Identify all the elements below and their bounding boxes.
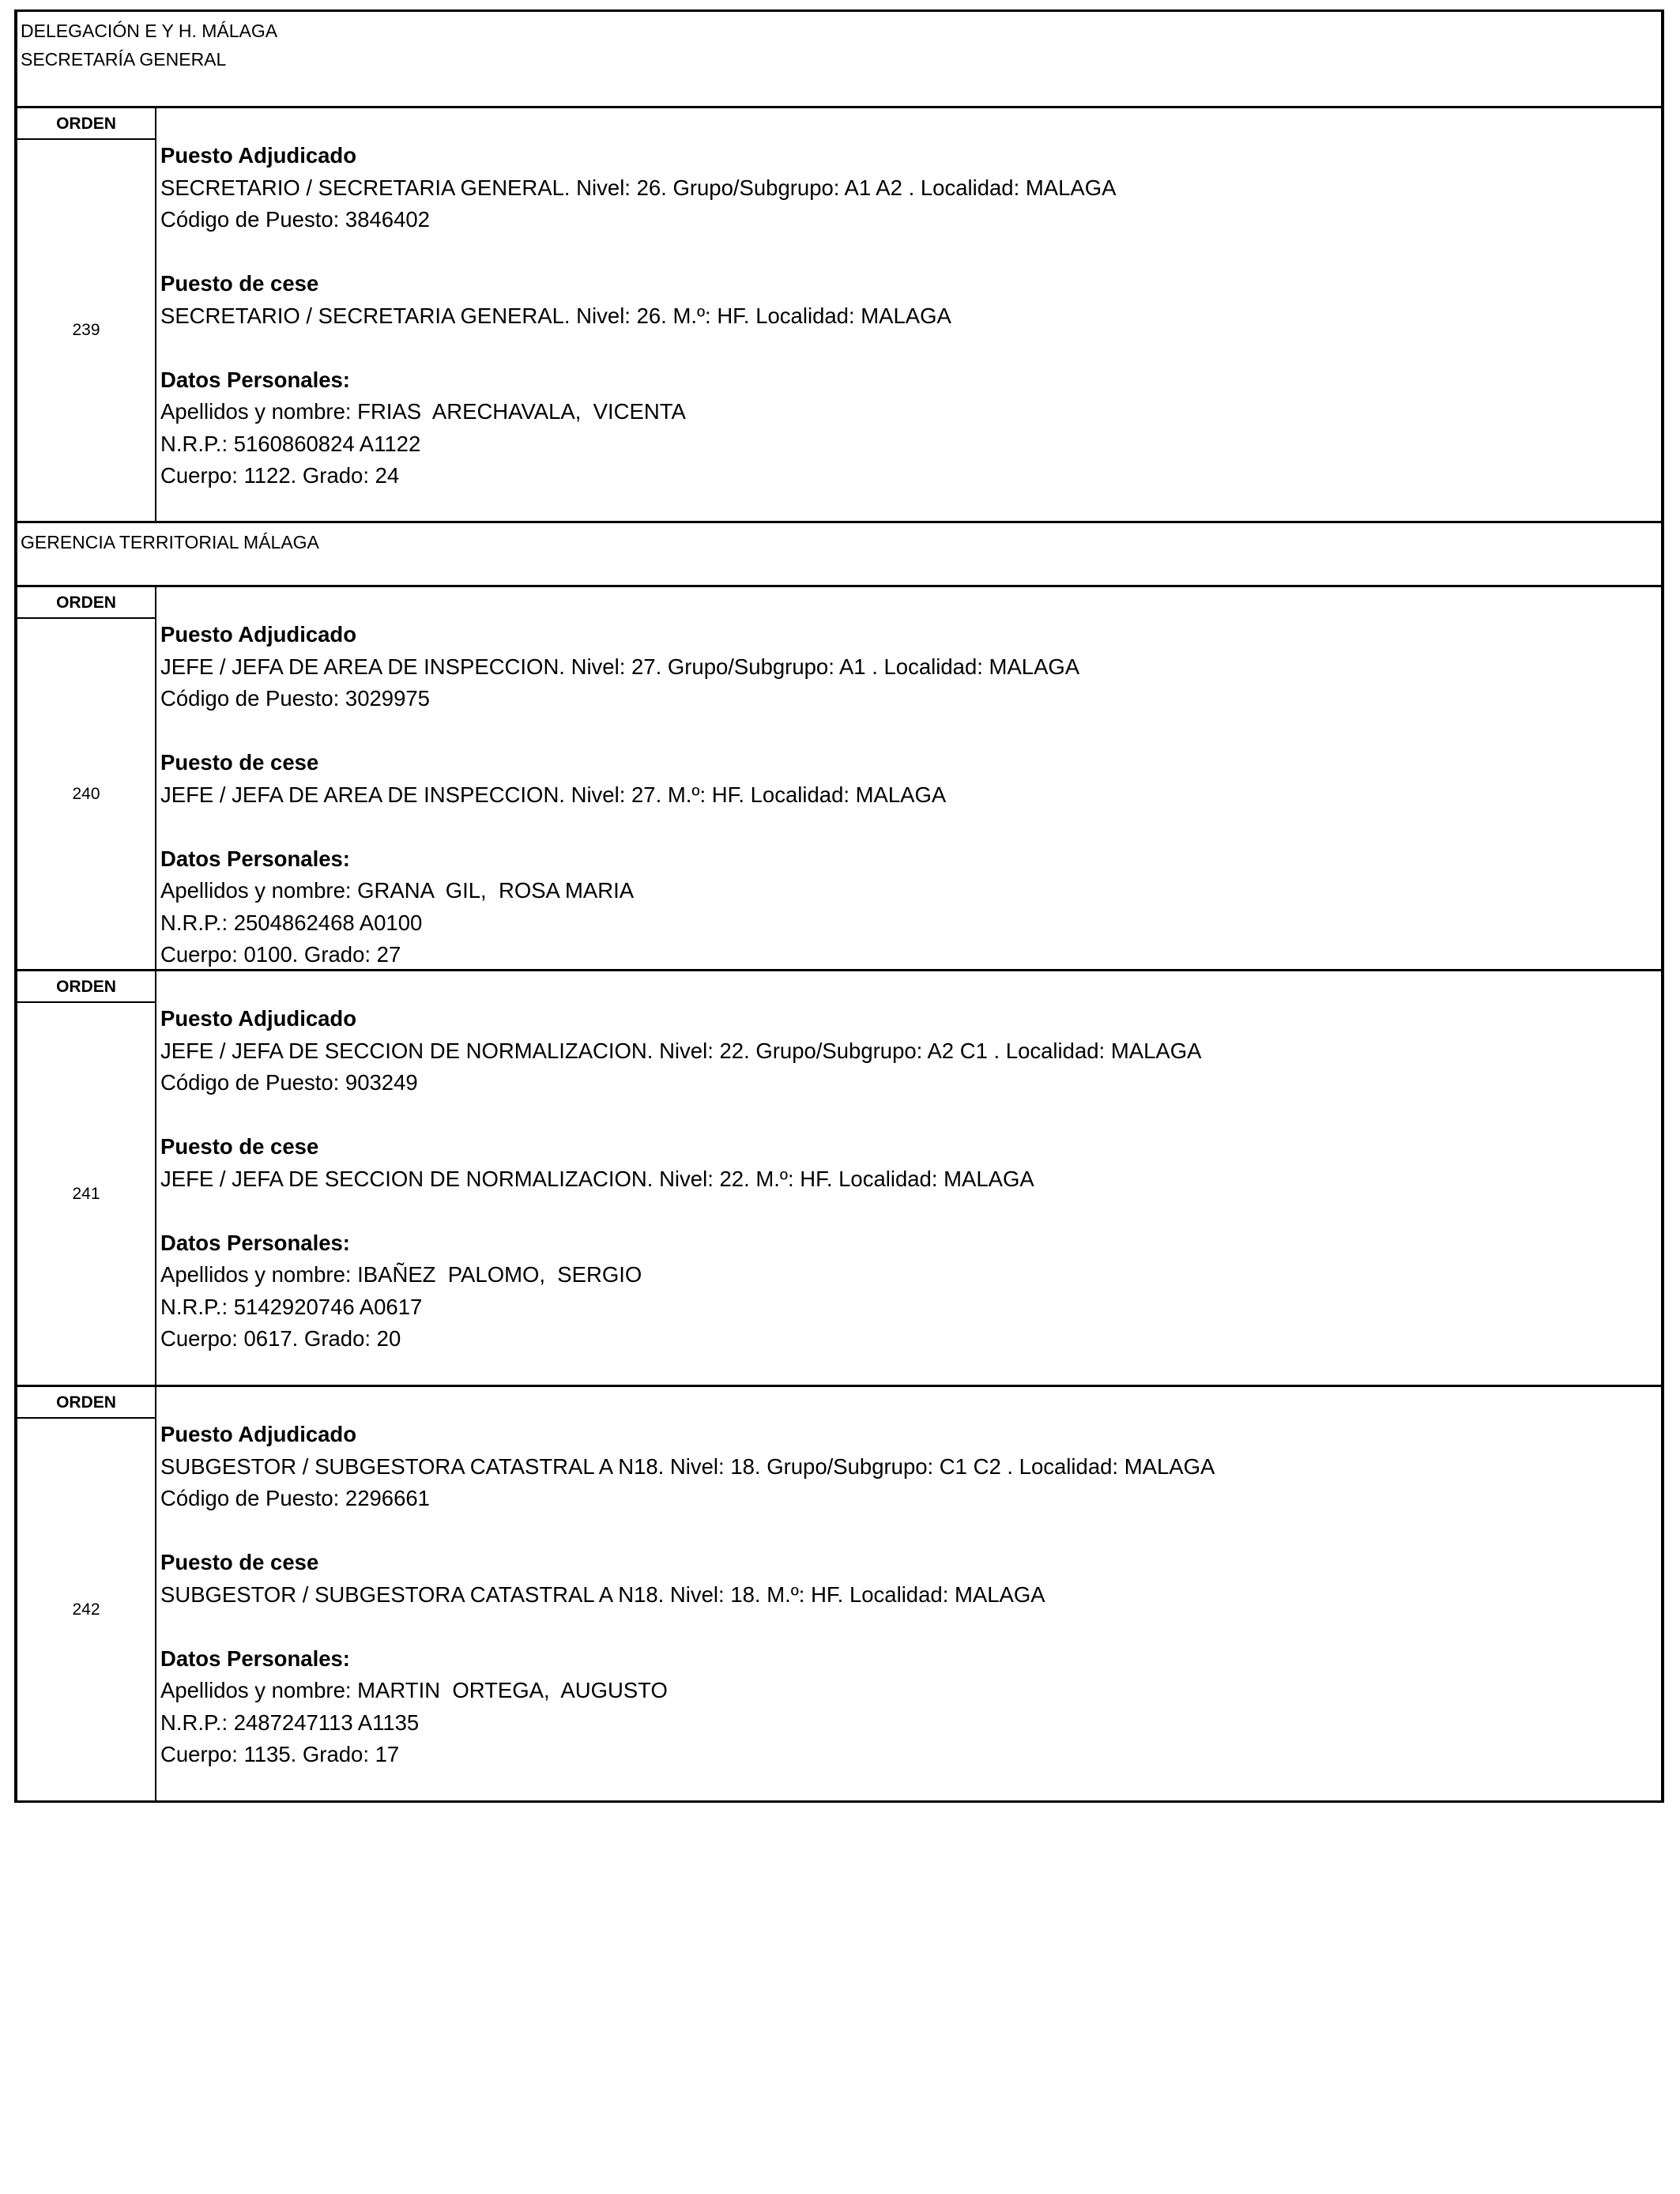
adjudicado-heading: Puesto Adjudicado <box>160 1422 357 1446</box>
personal-nrp: N.R.P.: 2504862468 A0100 <box>160 910 423 935</box>
adjudicado-heading: Puesto Adjudicado <box>160 622 357 647</box>
order-cell <box>17 1387 156 1800</box>
personal-name: Apellidos y nombre: GRANA GIL, ROSA MARIA <box>160 878 635 903</box>
personal-data-heading: Datos Personales: <box>160 1646 350 1671</box>
adjudicado-code: Código de Puesto: 903249 <box>160 1070 418 1095</box>
adjudicado-code: Código de Puesto: 3029975 <box>160 686 430 711</box>
order-cell <box>17 108 156 521</box>
document-table <box>14 9 1664 1803</box>
personal-nrp: N.R.P.: 2487247113 A1135 <box>160 1710 420 1735</box>
adjudicado-heading: Puesto Adjudicado <box>160 143 357 168</box>
order-number: 242 <box>72 1600 100 1619</box>
order-number: 240 <box>72 784 100 803</box>
order-cell <box>17 971 156 1385</box>
cese-position: JEFE / JEFA DE AREA DE INSPECCION. Nivel: 27. M.º: HF. Localidad: MALAGA <box>160 782 947 807</box>
cese-heading: Puesto de cese <box>160 750 319 775</box>
header-line: DELEGACIÓN E Y H. MÁLAGA <box>21 21 278 41</box>
adjudicado-position: JEFE / JEFA DE SECCION DE NORMALIZACION. Nivel: 22. Grupo/Subgrupo: A2 C1 . Localidad: MALAGA <box>160 1038 1202 1063</box>
record-row <box>17 108 1661 523</box>
personal-cuerpo: Cuerpo: 0100. Grado: 27 <box>160 942 401 967</box>
cese-position: SECRETARIO / SECRETARIA GENERAL. Nivel: 26. M.º: HF. Localidad: MALAGA <box>160 303 951 328</box>
order-number: 241 <box>72 1184 100 1203</box>
record-content <box>156 971 1661 1385</box>
order-label: ORDEN <box>17 587 155 619</box>
record-content <box>156 108 1661 521</box>
order-label: ORDEN <box>17 971 155 1003</box>
record-content <box>156 587 1661 969</box>
personal-data-heading: Datos Personales: <box>160 367 350 392</box>
record-content <box>156 1387 1661 1800</box>
cese-position: SUBGESTOR / SUBGESTORA CATASTRAL A N18. Nivel: 18. M.º: HF. Localidad: MALAGA <box>160 1581 1045 1607</box>
adjudicado-position: JEFE / JEFA DE AREA DE INSPECCION. Nivel: 27. Grupo/Subgrupo: A1 . Localidad: MALAGA <box>160 654 1080 679</box>
personal-cuerpo: Cuerpo: 1135. Grado: 17 <box>160 1742 400 1766</box>
order-label: ORDEN <box>17 108 155 140</box>
record-row <box>17 587 1661 971</box>
record-row <box>17 971 1661 1387</box>
cese-heading: Puesto de cese <box>160 1134 319 1159</box>
order-number: 239 <box>72 321 100 339</box>
cese-position: JEFE / JEFA DE SECCION DE NORMALIZACION. Nivel: 22. M.º: HF. Localidad: MALAGA <box>160 1166 1034 1191</box>
adjudicado-position: SECRETARIO / SECRETARIA GENERAL. Nivel: 26. Grupo/Subgrupo: A1 A2 . Localidad: MALAGA <box>160 175 1117 200</box>
adjudicado-code: Código de Puesto: 3846402 <box>160 207 430 232</box>
personal-name: Apellidos y nombre: FRIAS ARECHAVALA, VICENTA <box>160 399 686 424</box>
record-row <box>17 1387 1661 1803</box>
personal-nrp: N.R.P.: 5142920746 A0617 <box>160 1294 423 1319</box>
section-header-gerencia <box>17 523 1661 587</box>
cese-heading: Puesto de cese <box>160 271 319 296</box>
adjudicado-code: Código de Puesto: 2296661 <box>160 1486 430 1510</box>
personal-name: Apellidos y nombre: IBAÑEZ PALOMO, SERGIO <box>160 1262 642 1287</box>
adjudicado-heading: Puesto Adjudicado <box>160 1006 357 1031</box>
header-line: SECRETARÍA GENERAL <box>21 49 227 70</box>
personal-nrp: N.R.P.: 5160860824 A1122 <box>160 431 421 456</box>
adjudicado-position: SUBGESTOR / SUBGESTORA CATASTRAL A N18. Nivel: 18. Grupo/Subgrupo: C1 C2 . Localidad: MALAGA <box>160 1453 1215 1479</box>
order-label: ORDEN <box>17 1387 155 1419</box>
personal-name: Apellidos y nombre: MARTIN ORTEGA, AUGUSTO <box>160 1678 668 1702</box>
personal-data-heading: Datos Personales: <box>160 1230 350 1255</box>
order-cell <box>17 587 156 969</box>
personal-cuerpo: Cuerpo: 1122. Grado: 24 <box>160 463 400 488</box>
personal-data-heading: Datos Personales: <box>160 846 350 871</box>
personal-cuerpo: Cuerpo: 0617. Grado: 20 <box>160 1326 401 1351</box>
header-line: GERENCIA TERRITORIAL MÁLAGA <box>21 532 319 552</box>
cese-heading: Puesto de cese <box>160 1550 319 1574</box>
section-header-delegacion <box>17 12 1661 108</box>
